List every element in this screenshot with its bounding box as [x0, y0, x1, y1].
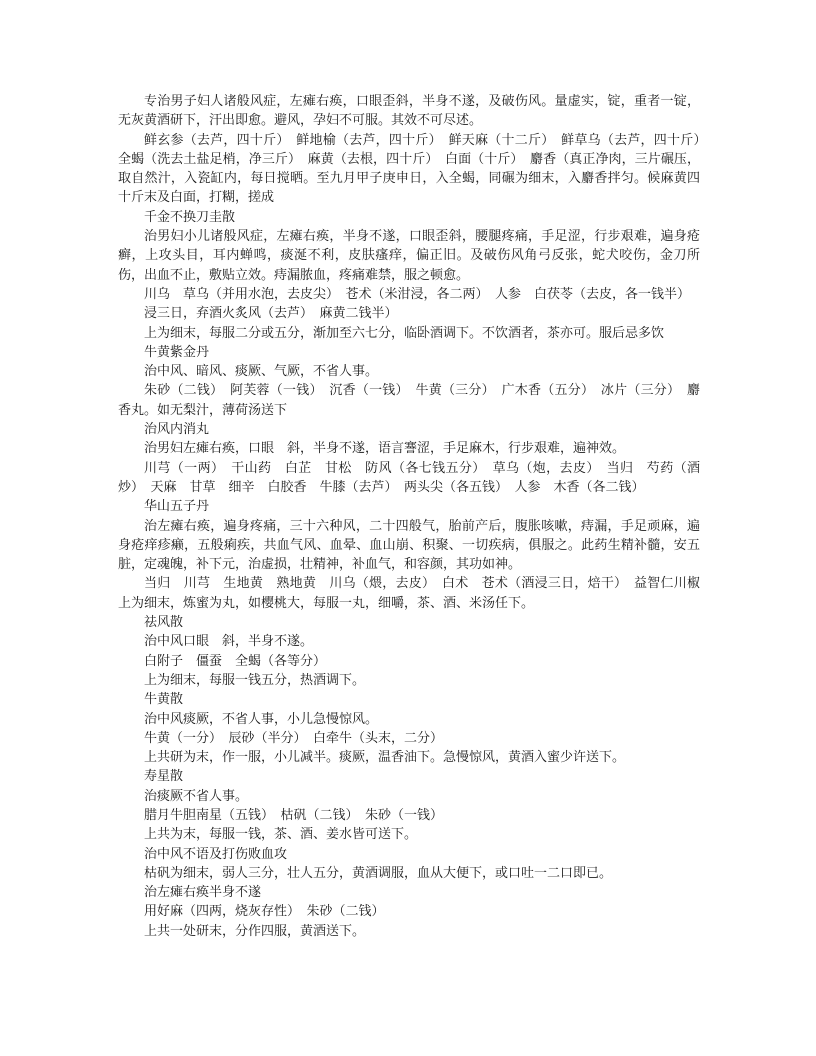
section-title: 治中风不语及打伤败血攻 [144, 846, 288, 862]
paragraph: 治男妇左瘫右痪，口眼 斜，半身不遂，语言謇涩，手足麻木，行步艰难，遍神效。 [144, 441, 626, 457]
paragraph: 上共研为末，作一服，小儿减半。痰厥，温香油下。急慢惊风，黄酒入蜜少许送下。 [144, 750, 626, 766]
paragraph: 治中风痰厥，不省人事，小儿急慢惊风。 [144, 711, 379, 727]
ingredient-list: 鲜玄参（去芦，四十斤） 鲜地榆（去芦，四十斤） 鲜天麻（十二斤） 鲜草乌（去芦，四十斤） 全蝎（洗去土盐足梢，净三斤） 麻黄（去根，四十斤） 白面（十斤） 麝香（真正净肉，三片碾压，取自然汁，入瓷缸内，每日搅晒。至九月甲子庚申日，入全蝎，同碾为细末，入麝香拌匀。候麻黄四十斤末及白面，打糊，搓成 [118, 132, 714, 206]
ingredient-list: 朱砂（二钱） 阿芙蓉（一钱） 沉香（一钱） 牛黄（三分） 广木香（五分） 冰片（三分） 麝香丸。如无梨汁，薄荷汤送下 [118, 383, 700, 418]
paragraph: 治中风口眼 斜，半身不遂。 [144, 634, 314, 650]
section-title: 祛风散 [144, 615, 184, 631]
section-title: 治风内消丸 [144, 422, 210, 438]
section-title: 华山五子丹 [144, 499, 210, 515]
ingredient-list: 当归 川芎 生地黄 熟地黄 川乌（煨，去皮） 白术 苍术（酒浸三日，焙干） 益智仁川椒上为细末，炼蜜为丸，如樱桃大，每服一丸，细嚼，茶、酒、米汤任下。 [118, 576, 700, 611]
paragraph: 上为细末，每服二分或五分，渐加至六七分，临卧酒调下。不饮酒者，茶亦可。服后忌多饮 [144, 325, 665, 341]
ingredient-list: 用好麻（四两，烧灰存性） 朱砂（二钱） [144, 904, 385, 920]
ingredient-list: 川芎（一两） 干山药 白芷 甘松 防风（各七钱五分） 草乌（炮，去皮） 当归 芍药（酒炒） 天麻 甘草 细辛 白胶香 牛膝（去芦） 两头尖（各五钱） 人参 木香（各二钱） [118, 460, 700, 495]
paragraph: 上共一处研末，分作四服，黄酒送下。 [144, 923, 366, 939]
paragraph: 浸三日，弃酒火炙风（去芦） 麻黄二钱半） [144, 306, 398, 322]
ingredient-list: 川乌 草乌（并用水泡，去皮尖） 苍术（米泔浸，各二两） 人参 白茯苓（去皮，各一钱半） [144, 286, 691, 302]
paragraph: 治痰厥不省人事。 [144, 788, 249, 804]
section-title: 牛黄散 [144, 692, 184, 708]
paragraph: 治左瘫右痪，遍身疼痛，三十六种风，二十四般气，胎前产后，腹胀咳嗽，痔漏，手足顽麻，遍身疮痒疹癞，五般痢疾，共血气风、血晕、血山崩、积聚、一切疾病，俱服之。此药生精补髓，安五脏，定魂魄，补下元，治虚损，壮精神，补血气，和容颜，其功如神。 [118, 518, 700, 573]
section-title: 寿星散 [144, 769, 184, 785]
ingredient-list: 牛黄（一分） 辰砂（半分） 白牵牛（头末，二分） [144, 730, 444, 746]
ingredient-list: 腊月牛胆南星（五钱） 枯矾（二钱） 朱砂（一钱） [144, 807, 444, 823]
paragraph: 上共为末，每服一钱，茶、酒、姜水皆可送下。 [144, 827, 418, 843]
section-title: 牛黄紫金丹 [144, 344, 210, 360]
document-body [118, 92, 714, 941]
section-title: 千金不换刀圭散 [144, 209, 236, 225]
section-title: 治左瘫右痪半身不遂 [144, 885, 262, 901]
paragraph: 枯矾为细末，弱人三分，壮人五分，黄酒调服，血从大便下，或口吐一二口即已。 [144, 865, 613, 881]
paragraph: 治男妇小儿诸般风症，左瘫右痪，半身不遂，口眼歪斜，腰腿疼痛，手足涩，行步艰难，遍身疮癣，上攻头目，耳内蝉鸣，痰涎不利，皮肤瘙痒，偏正旧。及破伤风角弓反张，蛇犬咬伤，金刀所伤，出血不止，敷贴立效。痔漏脓血，疼痛难禁，服之顿愈。 [118, 229, 700, 283]
paragraph: 专治男子妇人诸般风症，左瘫右痪，口眼歪斜，半身不遂，及破伤风。量虚实，锭，重者一锭，无灰黄酒研下，汗出即愈。避风，孕妇不可服。其效不可尽述。 [118, 94, 700, 129]
paragraph: 治中风、暗风、痰厥、气厥，不省人事。 [144, 364, 379, 380]
ingredient-list: 白附子 僵蚕 全蝎（各等分） [144, 653, 327, 669]
paragraph: 上为细末，每服一钱五分，热酒调下。 [144, 672, 366, 688]
